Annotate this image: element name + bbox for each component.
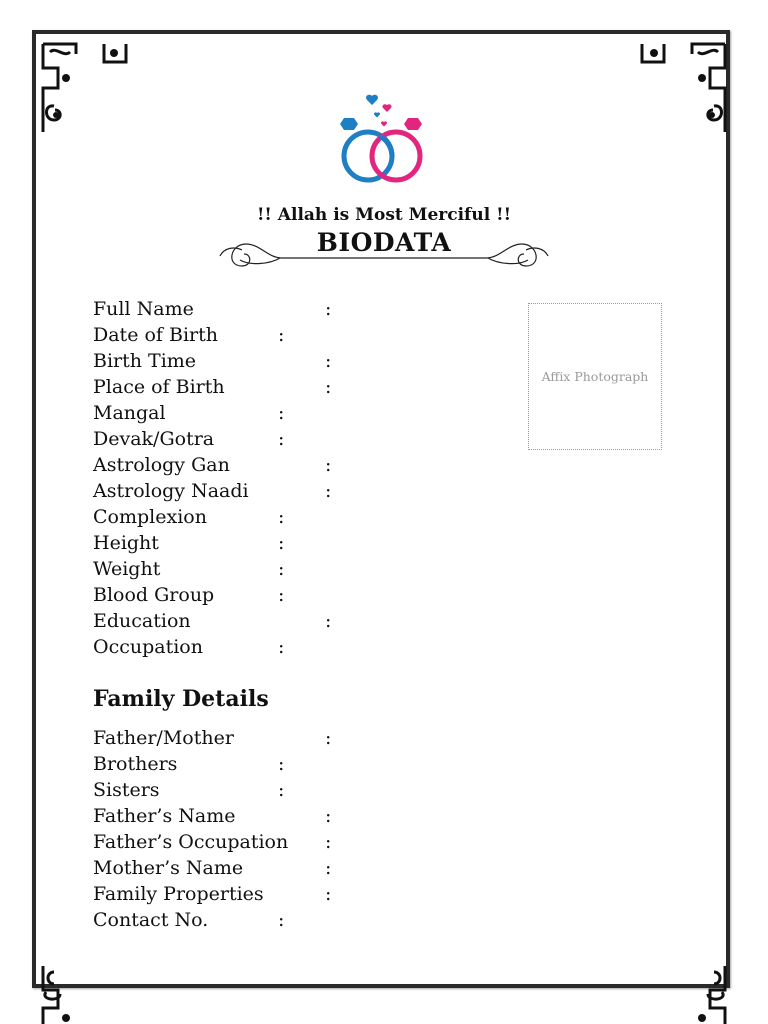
heart-icon: [374, 112, 380, 117]
blessing-text: !! Allah is Most Merciful !!: [256, 205, 512, 225]
field-row: [93, 751, 288, 777]
field-label: Blood Group: [93, 584, 215, 606]
family-details-heading: Family Details: [93, 686, 269, 712]
field-label: Devak/Gotra: [93, 428, 215, 450]
field-label: Sisters: [93, 779, 160, 801]
field-label: Father’s Name: [93, 805, 236, 827]
field-colon: :: [278, 584, 285, 606]
field-colon: :: [278, 402, 285, 424]
field-row: [93, 452, 332, 478]
field-colon: :: [325, 727, 332, 749]
page-title: BIODATA: [316, 228, 452, 257]
field-row: [93, 634, 285, 660]
field-row: [93, 348, 332, 374]
field-row: [93, 556, 285, 582]
field-label: Father’s Occupation: [93, 831, 289, 853]
field-label: Mother’s Name: [93, 857, 244, 879]
field-label: Occupation: [93, 636, 203, 658]
field-row: [93, 829, 332, 855]
field-colon: :: [278, 753, 285, 775]
field-row: [93, 881, 332, 907]
field-colon: :: [325, 350, 332, 372]
field-label: Mangal: [93, 402, 166, 424]
field-row: [93, 582, 285, 608]
corner-ornament-icon: [40, 40, 130, 136]
corner-ornament-icon: [40, 964, 100, 1024]
field-label: Birth Time: [93, 350, 197, 372]
field-row: [93, 400, 285, 426]
wedding-rings-icon: [336, 94, 428, 186]
field-row: [93, 907, 288, 933]
photo-placeholder: [528, 303, 662, 450]
field-row: [93, 426, 285, 452]
field-row: [93, 803, 332, 829]
field-row: [93, 504, 285, 530]
field-colon: :: [278, 428, 285, 450]
field-label: Astrology Naadi: [93, 480, 249, 502]
field-colon: :: [278, 636, 285, 658]
field-colon: :: [325, 376, 332, 398]
family-details-list: [93, 725, 332, 933]
field-colon: :: [278, 532, 285, 554]
photo-label: Affix Photograph: [541, 369, 649, 384]
field-label: Complexion: [93, 506, 207, 528]
heart-icon: [381, 121, 387, 126]
field-colon: :: [278, 779, 285, 801]
field-row: [93, 478, 332, 504]
field-label: Height: [93, 532, 159, 554]
field-colon: :: [325, 805, 332, 827]
heart-icon: [382, 104, 391, 112]
field-colon: :: [278, 909, 285, 931]
field-colon: :: [278, 558, 285, 580]
field-colon: :: [325, 454, 332, 476]
field-label: Family Properties: [93, 883, 264, 905]
field-colon: :: [325, 610, 332, 632]
field-label: Education: [93, 610, 191, 632]
field-row: [93, 530, 285, 556]
corner-ornament-icon: [638, 40, 728, 136]
field-row: [93, 322, 285, 348]
field-colon: :: [325, 298, 332, 320]
field-label: Full Name: [93, 298, 194, 320]
field-colon: :: [325, 883, 332, 905]
field-label: Father/Mother: [93, 727, 234, 749]
field-row: [93, 296, 332, 322]
field-colon: :: [278, 506, 285, 528]
personal-details-list: [93, 296, 332, 660]
field-label: Astrology Gan: [93, 454, 230, 476]
heart-icon: [366, 95, 378, 105]
field-colon: :: [325, 831, 332, 853]
field-label: Brothers: [93, 753, 178, 775]
field-label: Place of Birth: [93, 376, 225, 398]
field-label: Contact No.: [93, 909, 209, 931]
field-colon: :: [325, 857, 332, 879]
field-label: Weight: [93, 558, 161, 580]
field-colon: :: [278, 324, 285, 346]
field-label: Date of Birth: [93, 324, 218, 346]
field-row: [93, 855, 332, 881]
corner-ornament-icon: [668, 964, 728, 1024]
field-colon: :: [325, 480, 332, 502]
field-row: [93, 725, 332, 751]
field-row: [93, 374, 332, 400]
field-row: [93, 608, 332, 634]
field-row: [93, 777, 288, 803]
